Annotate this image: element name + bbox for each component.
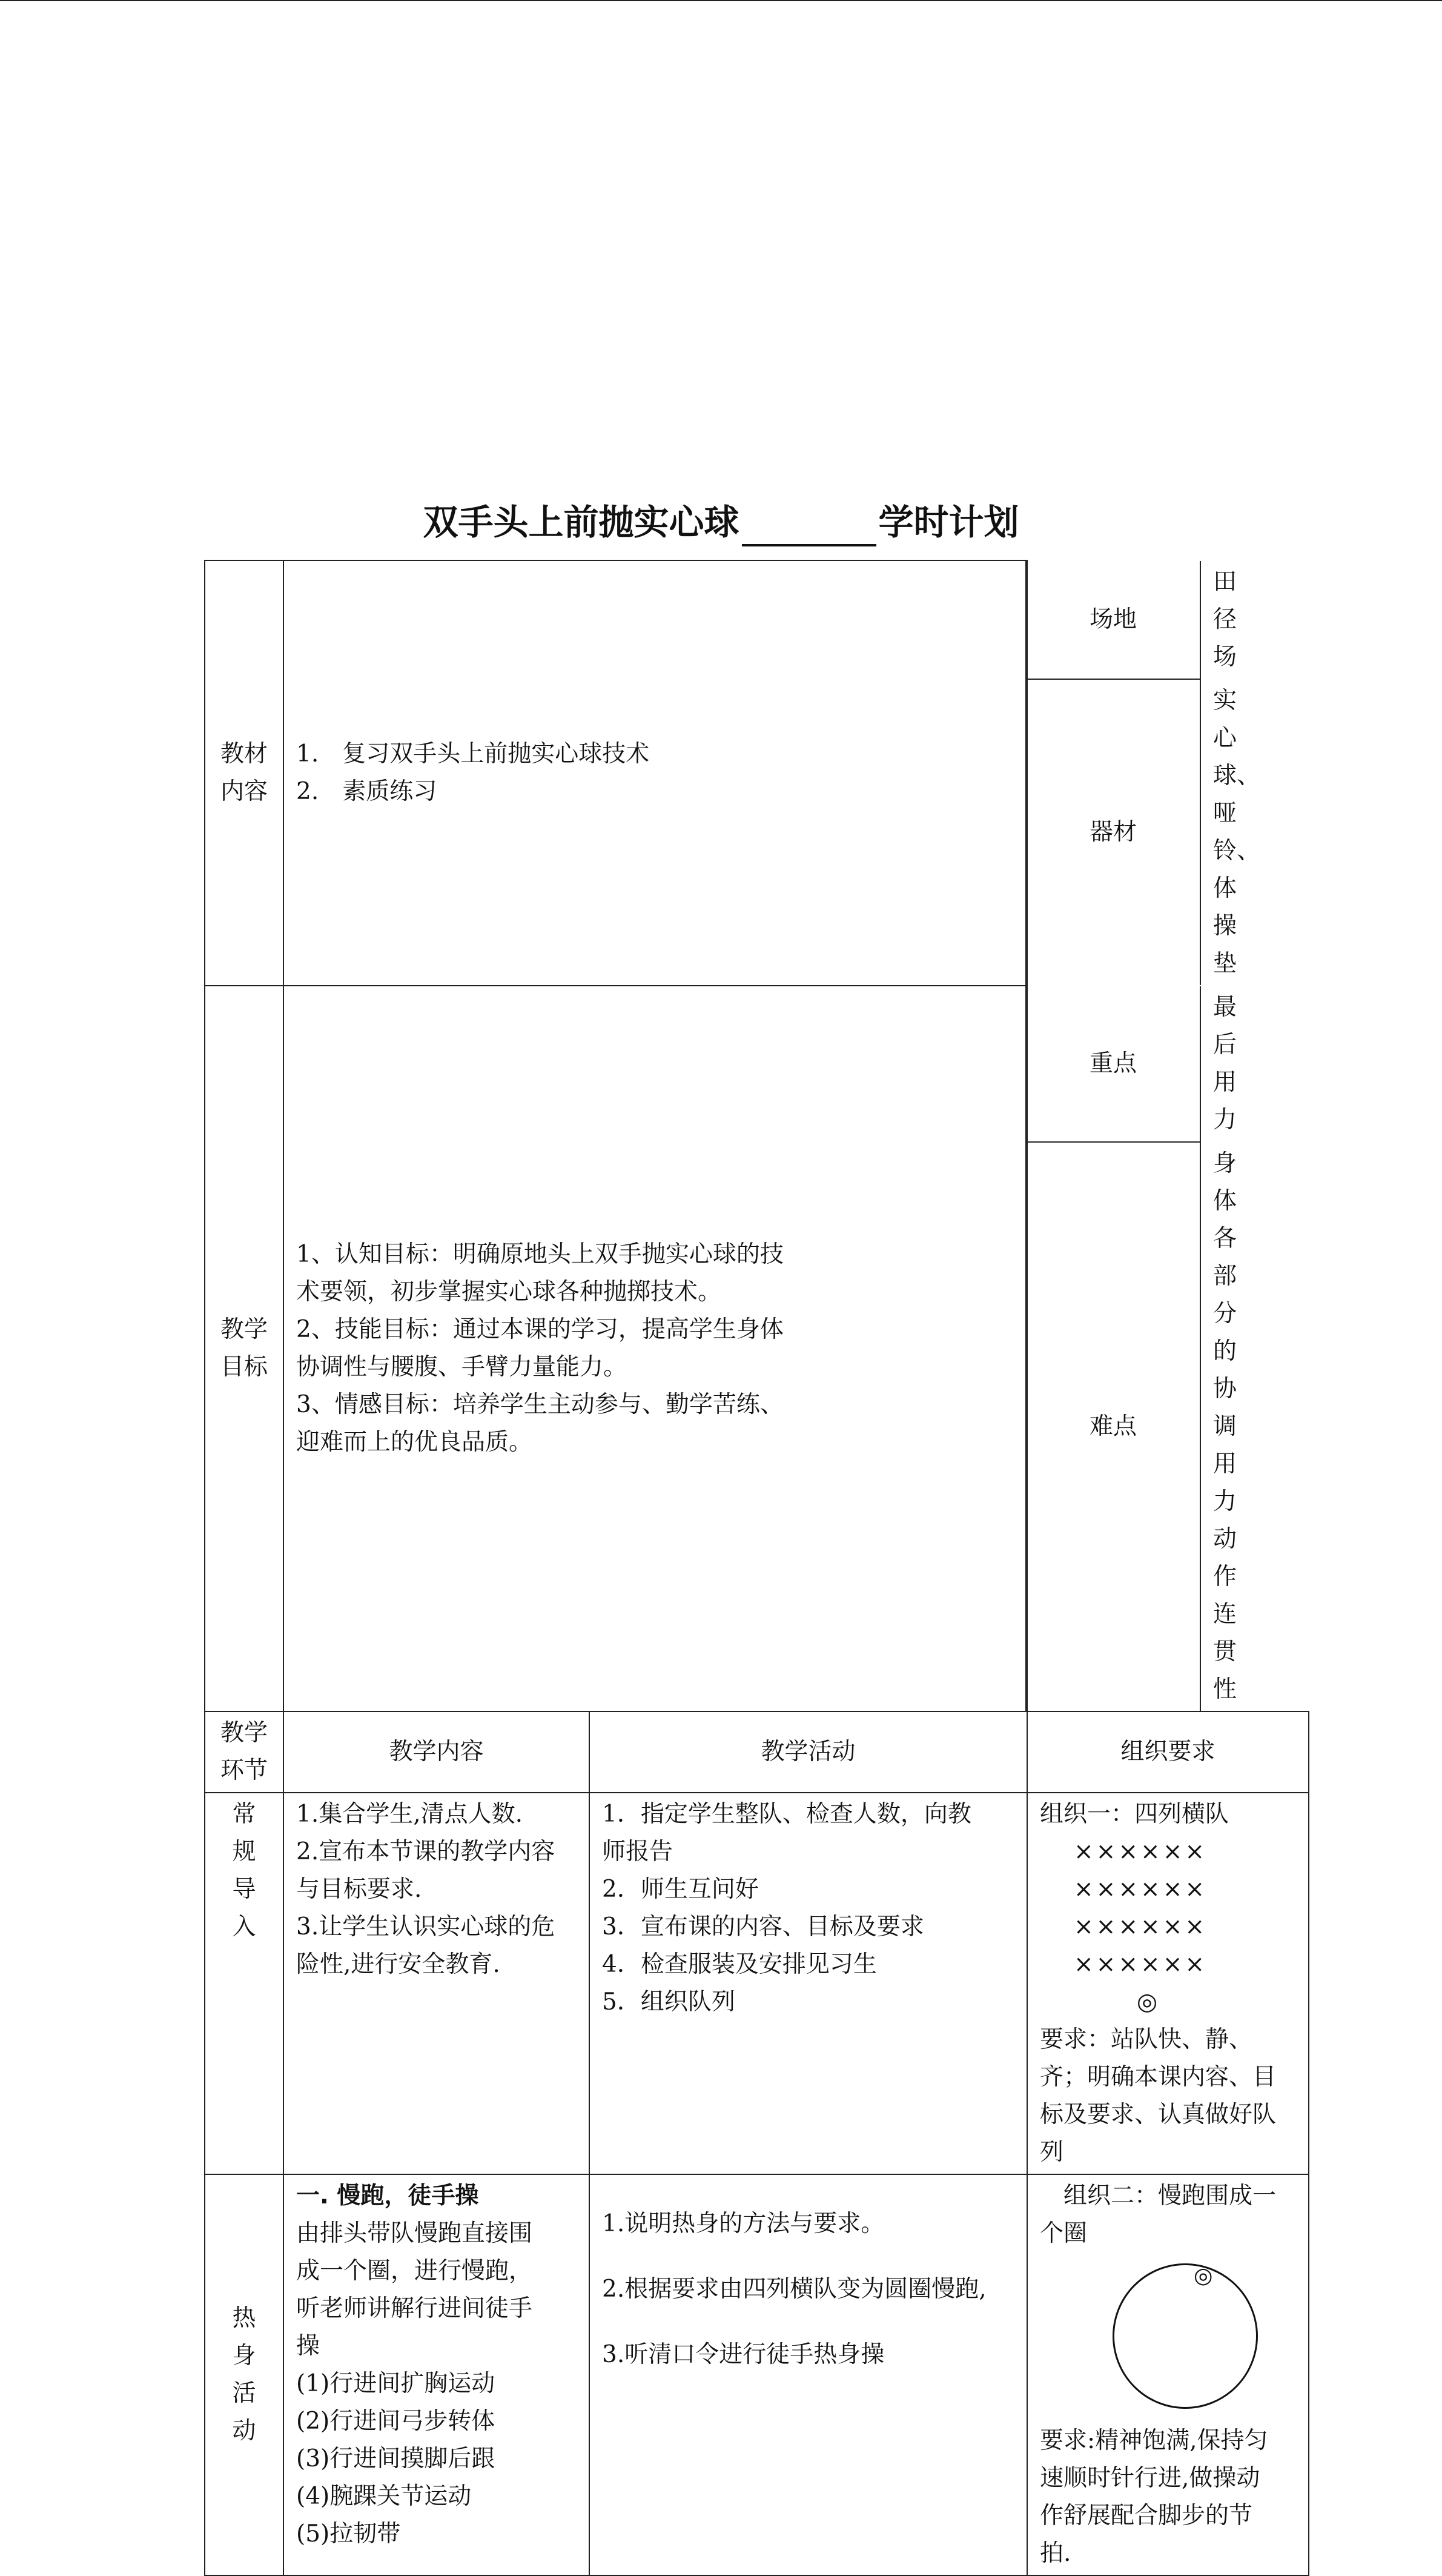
routine-stage-char-2: 规 bbox=[232, 1838, 256, 1865]
goals-label: 教学目标 bbox=[205, 986, 283, 1711]
goals-row bbox=[205, 986, 1309, 1711]
warmup-stage-char-3: 活 bbox=[232, 2380, 256, 2407]
venue-label: 场地 bbox=[1027, 561, 1200, 679]
goal-line-3: 2、技能目标：通过本课的学习，提高学生身体 bbox=[296, 1316, 784, 1343]
routine-activity-line-2: 师报告 bbox=[602, 1838, 673, 1865]
warmup-content-line-9: (5)拉韧带 bbox=[296, 2520, 401, 2548]
warmup-content-line-4: 操 bbox=[296, 2332, 320, 2360]
material-content bbox=[283, 560, 1026, 986]
running-circle-shape bbox=[1113, 2263, 1258, 2409]
title-blank-underline bbox=[742, 508, 876, 546]
goal-line-6: 迎难而上的优良品质。 bbox=[296, 1429, 533, 1456]
routine-org-req-3: 标及要求、认真做好队 bbox=[1040, 2101, 1277, 2128]
warmup-content-heading: 一. 慢跑，徒手操 bbox=[296, 2182, 479, 2209]
equipment-label: 器材 bbox=[1027, 679, 1200, 985]
title-left: 双手头上前抛实心球 bbox=[423, 502, 739, 543]
warmup-content-line-2: 成一个圈，进行慢跑， bbox=[296, 2257, 533, 2285]
routine-activity-line-4: 3．宣布课的内容、目标及要求 bbox=[602, 1913, 924, 1940]
key-difficulty-subtable: 重点 最后用力 难点 身体各部分的协调用力 动作连贯性 bbox=[1027, 986, 1200, 1711]
warmup-org-req-3: 作舒展配合脚步的节 bbox=[1040, 2502, 1253, 2529]
routine-org-req-1: 要求：站队快、静、 bbox=[1040, 2026, 1253, 2053]
warmup-org-title-1: 组织二：慢跑围成一 bbox=[1040, 2182, 1277, 2209]
formation-row-2: ×××××× bbox=[1074, 1876, 1208, 1903]
goal-line-1: 1、认知目标：明确原地头上双手抛实心球的技 bbox=[296, 1241, 784, 1268]
routine-content-line-5: 险性,进行安全教育. bbox=[296, 1951, 500, 1978]
title-right: 学时计划 bbox=[878, 502, 1019, 543]
top-border-line bbox=[0, 0, 1442, 1]
warmup-stage-char-4: 动 bbox=[232, 2417, 256, 2445]
routine-content-line-1: 1.集合学生,清点人数. bbox=[296, 1801, 523, 1828]
teacher-position-icon: ◎ bbox=[1137, 1988, 1158, 2016]
warmup-activity-spacer-2 bbox=[602, 2243, 1014, 2271]
routine-org-req-2: 齐；明确本课内容、目 bbox=[1040, 2063, 1277, 2091]
key-point-label: 重点 bbox=[1027, 986, 1200, 1142]
running-circle-diagram bbox=[1040, 2252, 1296, 2422]
routine-org-req-4: 列 bbox=[1040, 2139, 1064, 2166]
goal-line-5: 3、情感目标：培养学生主动参与、勤学苦练、 bbox=[296, 1391, 784, 1418]
warmup-content-line-8: (4)腕踝关节运动 bbox=[296, 2483, 472, 2510]
routine-organization bbox=[1027, 1793, 1309, 2174]
warmup-organization bbox=[1027, 2174, 1309, 2575]
warmup-content bbox=[283, 2174, 589, 2575]
warmup-content-line-3: 听老师讲解行进间徒手 bbox=[296, 2295, 533, 2322]
routine-activity-line-6: 5．组织队列 bbox=[602, 1988, 735, 2016]
warmup-content-line-6: (2)行进间弓步转体 bbox=[296, 2408, 495, 2435]
routine-content-line-4: 3.让学生认识实心球的危 bbox=[296, 1913, 555, 1940]
routine-activity-line-5: 4．检查服装及安排见习生 bbox=[602, 1951, 877, 1978]
routine-stage-char-3: 导 bbox=[232, 1876, 256, 1903]
formation-row-3: ×××××× bbox=[1074, 1913, 1208, 1940]
warmup-activity bbox=[589, 2174, 1027, 2575]
teacher-position-icon: ◎ bbox=[1194, 2263, 1213, 2288]
routine-activity-line-1: 1．指定学生整队、检查人数，向教 bbox=[602, 1801, 971, 1828]
routine-stage-char-4: 入 bbox=[232, 1913, 256, 1940]
warmup-row bbox=[205, 2174, 1309, 2575]
warmup-content-line-7: (3)行进间摸脚后跟 bbox=[296, 2445, 495, 2472]
warmup-stage bbox=[205, 2174, 283, 2575]
warmup-activity-spacer-3 bbox=[602, 2308, 1014, 2336]
warmup-org-req-1: 要求:精神饱满,保持匀 bbox=[1040, 2427, 1268, 2454]
routine-content-line-2: 2.宣布本节课的教学内容 bbox=[296, 1838, 555, 1865]
goal-line-4: 协调性与腰腹、手臂力量能力。 bbox=[296, 1353, 627, 1381]
venue-equipment-cell bbox=[1026, 560, 1261, 986]
warmup-stage-char-2: 身 bbox=[232, 2342, 256, 2369]
routine-content bbox=[283, 1793, 589, 2174]
goals-content bbox=[283, 986, 1026, 1711]
col-header-content: 教学内容 bbox=[283, 1711, 589, 1793]
col-header-activity: 教学活动 bbox=[589, 1711, 1027, 1793]
col-header-stage: 教学环节 bbox=[205, 1711, 283, 1793]
warmup-activity-1: 1.说明热身的方法与要求。 bbox=[602, 2210, 885, 2237]
lesson-plan-table bbox=[204, 560, 1309, 2576]
routine-activity-line-3: 2．师生互问好 bbox=[602, 1876, 759, 1903]
col-header-organization: 组织要求 bbox=[1027, 1711, 1309, 1793]
difficulty-label: 难点 bbox=[1027, 1142, 1200, 1711]
warmup-content-line-5: (1)行进间扩胸运动 bbox=[296, 2370, 495, 2397]
material-item-1: 1. 复习双手头上前抛实心球技术 bbox=[296, 740, 650, 768]
warmup-org-title-2: 个圈 bbox=[1040, 2220, 1088, 2247]
formation-row-1: ×××××× bbox=[1074, 1838, 1208, 1865]
column-header-row bbox=[205, 1711, 1309, 1793]
formation-row-4: ×××××× bbox=[1074, 1951, 1208, 1978]
routine-org-title: 组织一：四列横队 bbox=[1040, 1801, 1229, 1828]
routine-stage bbox=[205, 1793, 283, 2174]
warmup-stage-char-1: 热 bbox=[232, 2305, 256, 2332]
warmup-activity-2: 2.根据要求由四列横队变为圆圈慢跑, bbox=[602, 2276, 987, 2303]
warmup-org-req-4: 拍. bbox=[1040, 2540, 1071, 2567]
material-item-2: 2. 素质练习 bbox=[296, 778, 437, 805]
warmup-content-line-1: 由排头带队慢跑直接围 bbox=[296, 2220, 533, 2247]
routine-stage-char-1: 常 bbox=[232, 1801, 256, 1828]
page-title bbox=[0, 498, 1442, 546]
warmup-activity-3: 3.听清口令进行徒手热身操 bbox=[602, 2341, 885, 2368]
warmup-activity-spacer bbox=[602, 2177, 1014, 2205]
material-label: 教材内容 bbox=[205, 560, 283, 986]
goal-line-2: 术要领，初步掌握实心球各种抛掷技术。 bbox=[296, 1278, 722, 1306]
routine-row bbox=[205, 1793, 1309, 2174]
routine-content-line-3: 与目标要求. bbox=[296, 1876, 422, 1903]
venue-subtable: 场地 田径场 器材 实心球、哑铃、体操垫 bbox=[1027, 561, 1200, 985]
key-difficulty-cell bbox=[1026, 986, 1237, 1711]
routine-activity bbox=[589, 1793, 1027, 2174]
warmup-org-req-2: 速顺时针行进,做操动 bbox=[1040, 2465, 1260, 2492]
material-row bbox=[205, 560, 1309, 986]
